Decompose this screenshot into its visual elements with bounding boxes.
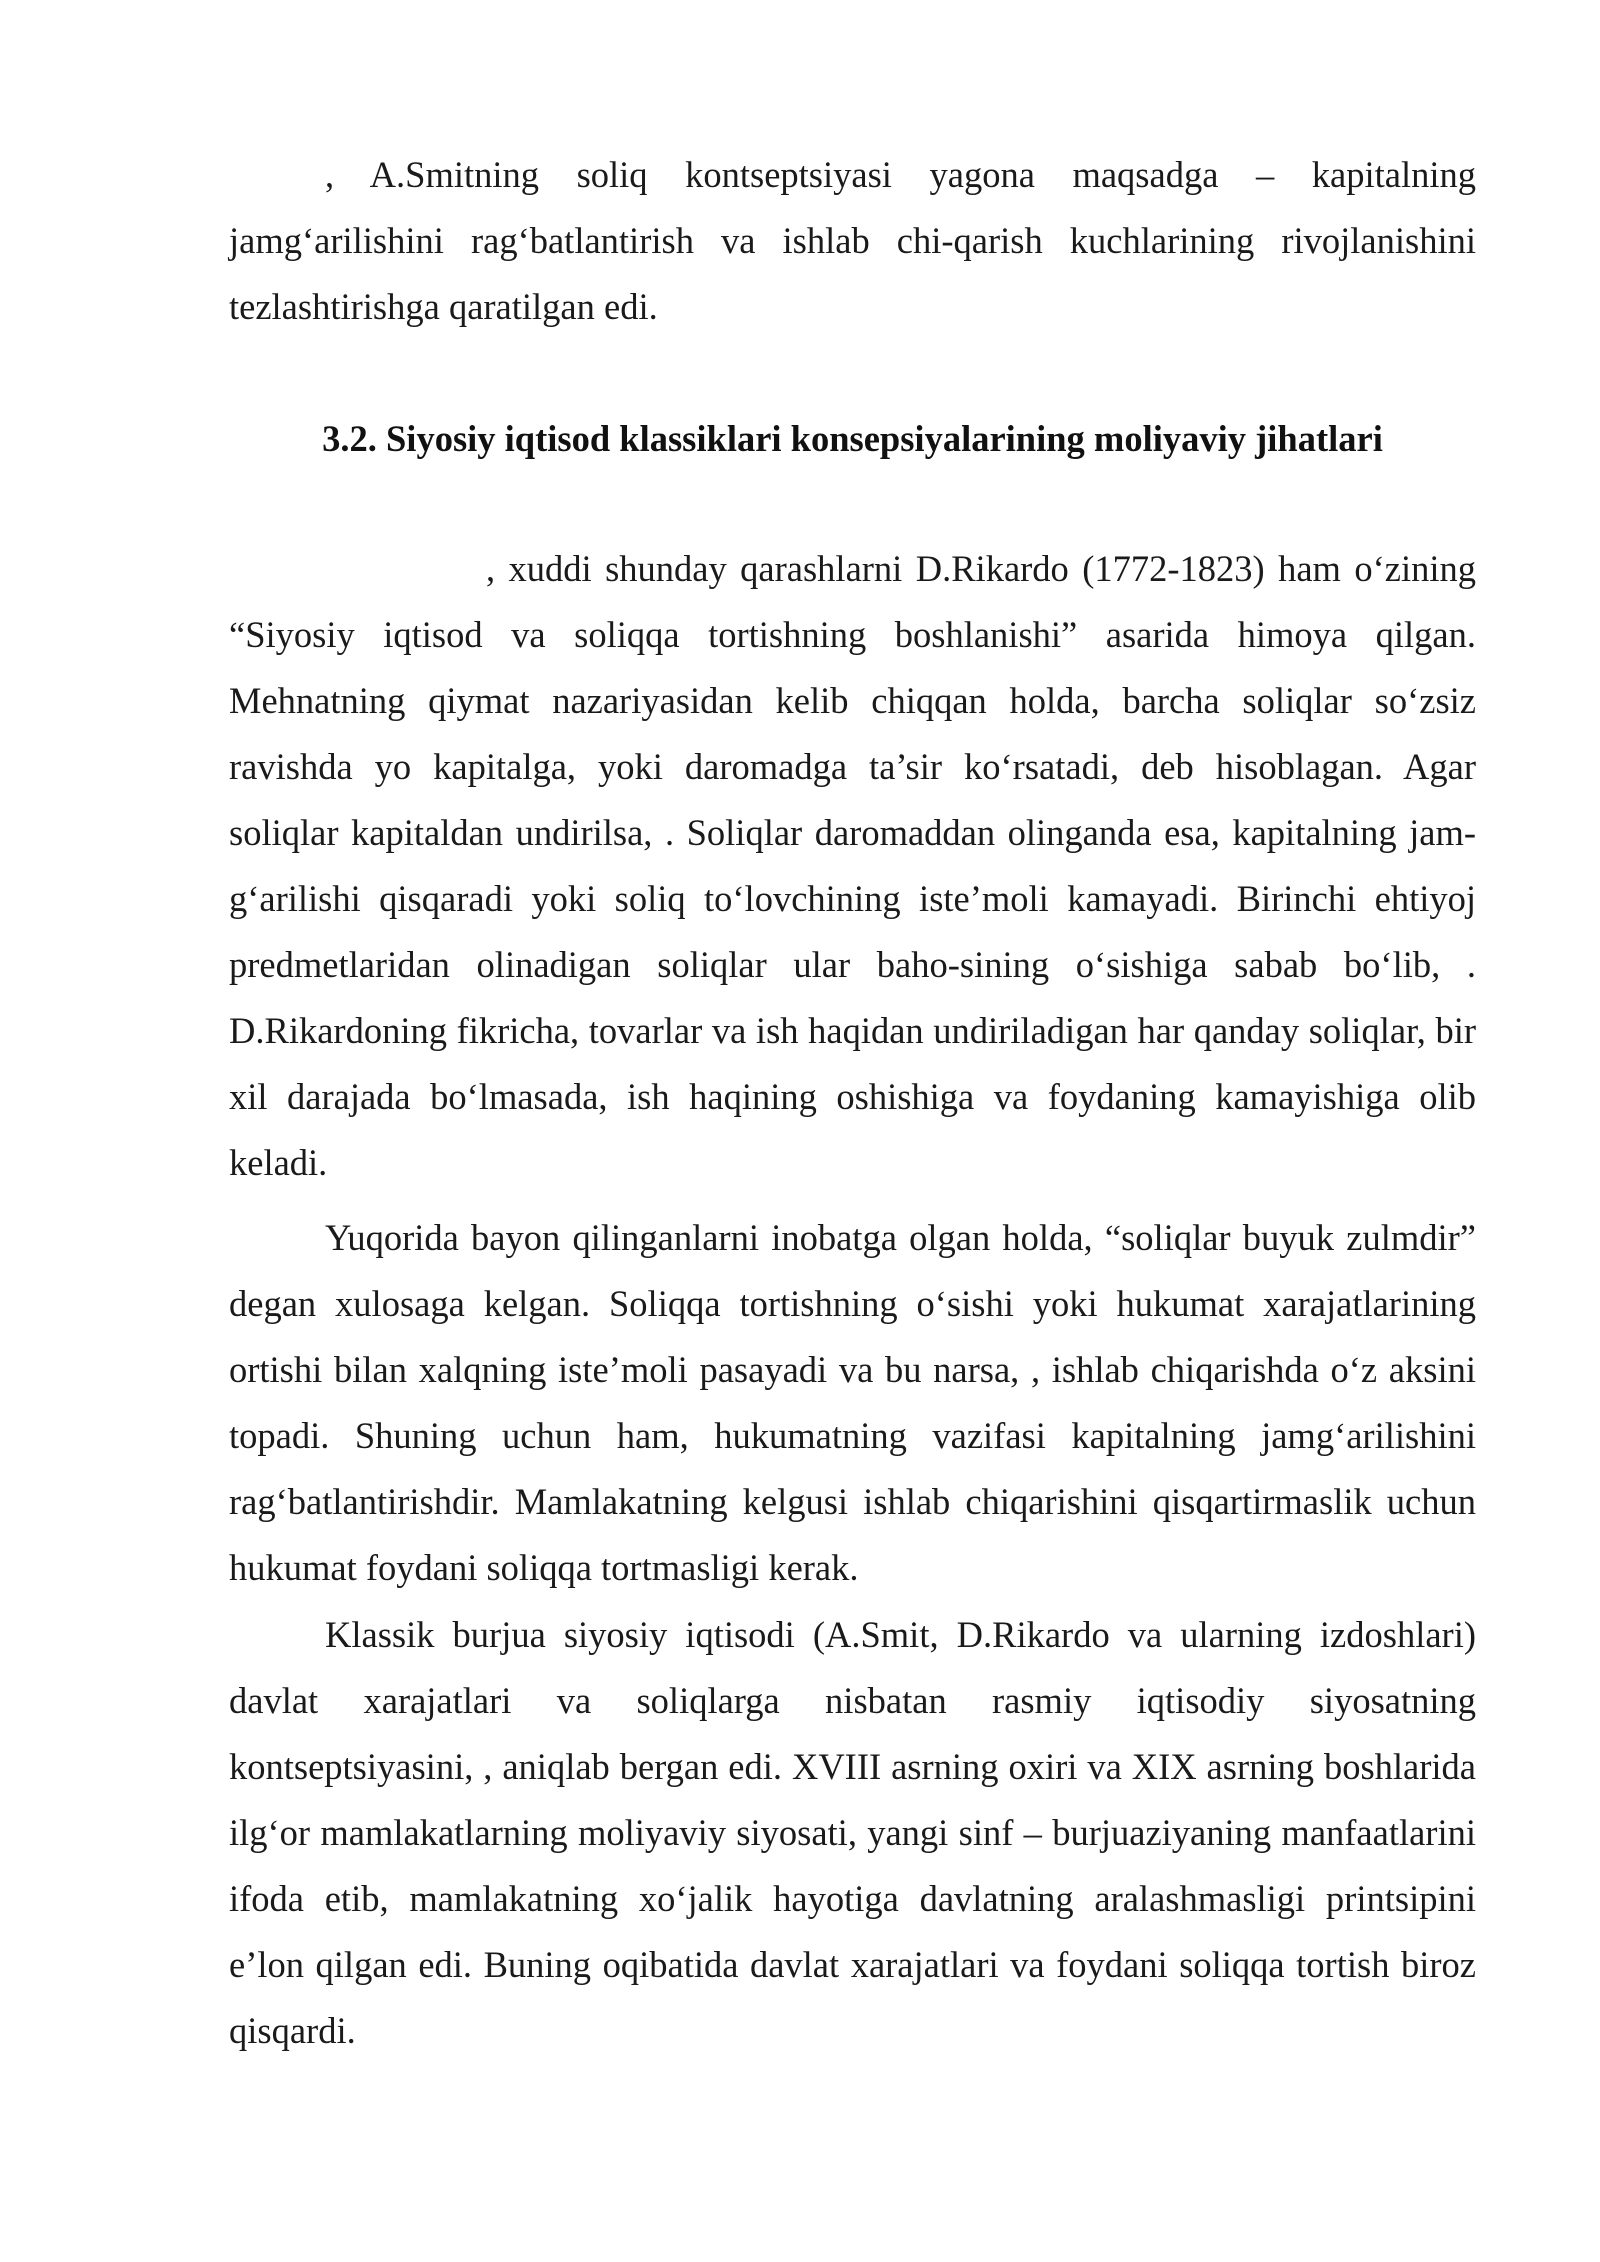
paragraph-2: , xuddi shunday qarashlarni D.Rikardo (1772-1823) ham o‘zining “Siyosiy iqtisod va soliqqa tortishning boshlanishi” asarida himoya qilgan. Mehnatning qiymat nazariyasidan kelib chiqqan holda, barcha soliqlar so‘zsiz ravishda yo kapitalga, yoki daromadga ta’sir ko‘rsatadi, deb hisoblagan. Agar soliqlar kapitaldan undirilsa, . Soliqlar daromaddan olinganda esa, kapitalning jam-g‘arilishi qisqaradi yoki soliq to‘lovchining iste’moli kamayadi. Birinchi ehtiyoj predmetlaridan olinadigan soliqlar ular baho-sining o‘sishiga sabab bo‘lib, . D.Rikardoning fikricha, tovarlar va ish haqidan undiriladigan har qanday soliqlar, bir xil darajada bo‘lmasada, ish haqining oshishiga va foydaning kamayishiga olib keladi. (229, 548, 1476, 1183)
section-heading: 3.2. Siyosiy iqtisod klassiklari konsepsiyalarining moliyaviy jihatlari (322, 418, 1383, 459)
paragraph-4: Klassik burjua siyosiy iqtisodi (A.Smit, D.Rikardo va ularning izdoshlari) davlat xarajatlari va soliqlarga nisbatan rasmiy iqtisodiy siyosatning kontseptsiyasini, , aniqlab bergan edi. XVIII asrning oxiri va XIX asrning boshlarida ilg‘or mamlakatlarning moliyaviy siyosati, yangi sinf – burjuaziyaning manfaatlarini ifoda etib, mamlakatning xo‘jalik hayotiga davlatning aralashmasligi printsipini e’lon qilgan edi. Buning oqibatida davlat xarajatlari va foydani soliqqa tortish biroz qisqardi. (229, 1614, 1476, 2051)
paragraph-3: Yuqorida bayon qilinganlarni inobatga olgan holda, “soliqlar buyuk zulmdir” degan xulosaga kelgan. Soliqqa tortishning o‘sishi yoki hukumat xarajatlarining ortishi bilan xalqning iste’moli pasayadi va bu narsa, , ishlab chiqarishda o‘z aksini topadi. Shuning uchun ham, hukumatning vazifasi kapitalning jamg‘arilishini rag‘batlantirishdir. Mamlakatning kelgusi ishlab chiqarishini qisqartirmaslik uchun hukumat foydani soliqqa tortmasligi kerak. (229, 1217, 1476, 1588)
paragraph-1: , A.Smitning soliq kontseptsiyasi yagona maqsadga – kapitalning jamg‘arilishini rag‘batlantirish va ishlab chi-qarish kuchlarining rivojlanishini tezlashtirishga qaratilgan edi. (229, 154, 1476, 327)
